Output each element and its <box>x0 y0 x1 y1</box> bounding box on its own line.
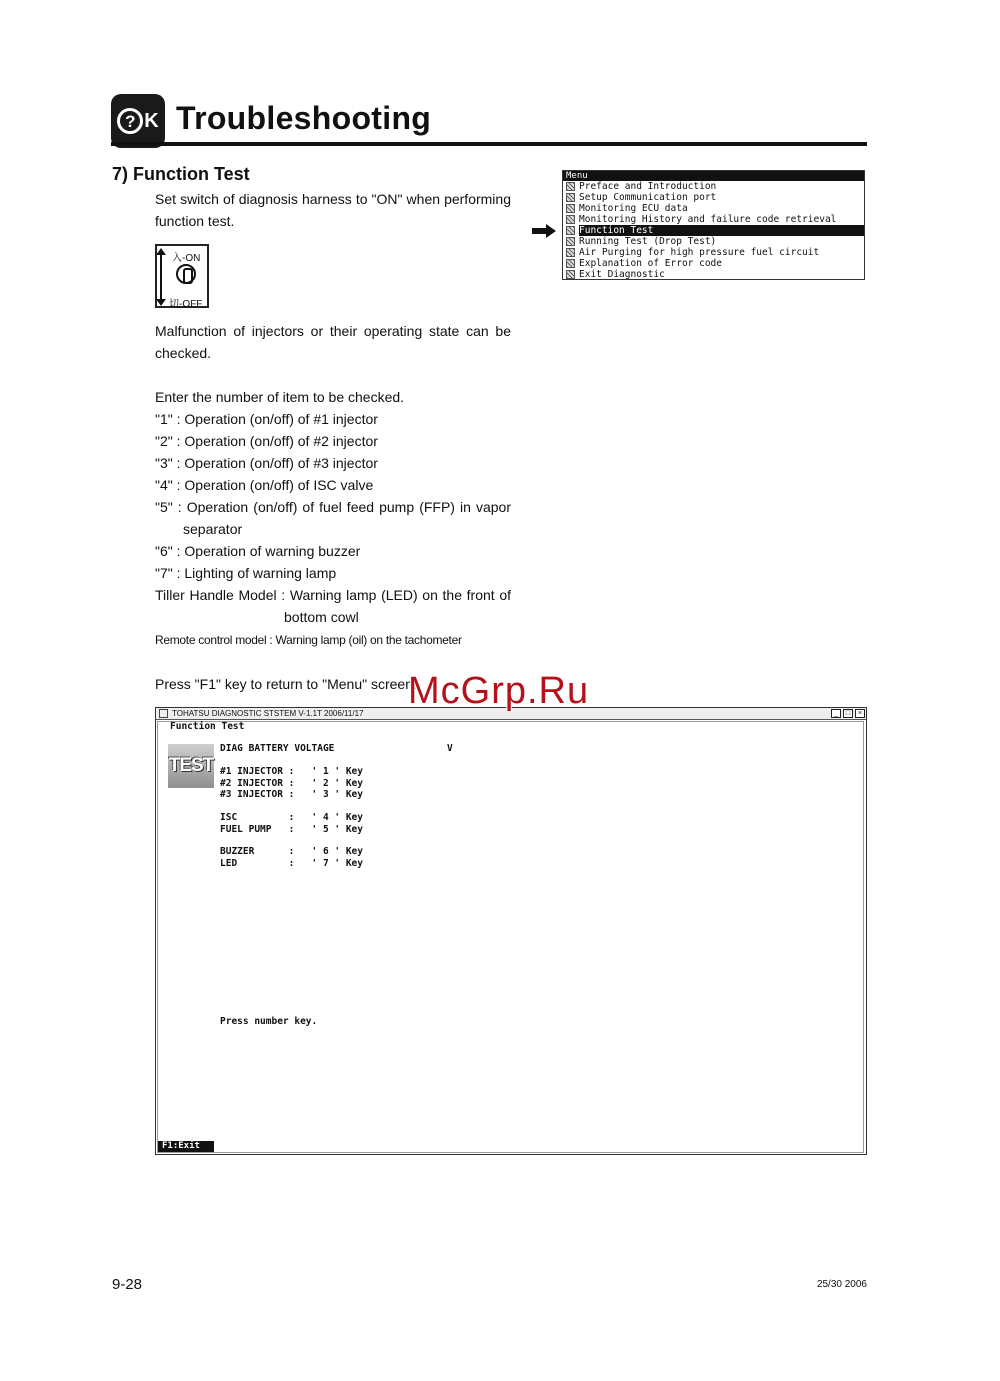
menu-item-label: Monitoring ECU data <box>579 203 688 214</box>
intro-text: Set switch of diagnosis harness to "ON" when performing function test. <box>155 191 511 229</box>
menu-item-icon <box>566 270 575 279</box>
menu-item-selected[interactable] <box>563 225 864 236</box>
menu-item-label: Exit Diagnostic <box>579 269 665 280</box>
minimize-icon[interactable]: _ <box>831 709 841 718</box>
arrow-right-icon <box>532 224 556 238</box>
maximize-icon[interactable]: □ <box>843 709 853 718</box>
window-title: TOHATSU DIAGNOSTIC STSTEM V-1.1T 2006/11/17 <box>172 709 364 718</box>
press-f1-line: Press "F1" key to return to "Menu" screen. <box>155 676 417 692</box>
diagnosis-switch-figure <box>155 244 209 308</box>
menu-item-label: Monitoring History and failure code retrieval <box>579 214 837 225</box>
menu-item-label: Preface and Introduction <box>579 181 717 192</box>
item-line-6: "6" : Operation of warning buzzer <box>155 543 361 559</box>
enter-line: Enter the number of item to be checked. <box>155 389 405 405</box>
battery-unit: V <box>447 743 453 754</box>
key-row: LED : ' 7 ' Key <box>220 857 363 869</box>
close-icon[interactable]: × <box>855 709 865 718</box>
toggle-switch-icon <box>176 264 196 284</box>
menu-item-icon <box>566 215 575 224</box>
menu-header: Menu <box>563 171 864 181</box>
key-row: #2 INJECTOR : ' 2 ' Key <box>220 777 363 789</box>
title-rule <box>111 142 867 146</box>
remote-line: Remote control model : Warning lamp (oil) on the tachometer <box>155 633 462 647</box>
key-row: #1 INJECTOR : ' 1 ' Key <box>220 766 363 777</box>
menu-item-label: Air Purging for high pressure fuel circuit <box>579 247 820 258</box>
malfunction-text: Malfunction of injectors or their operating state can be checked. <box>155 323 511 361</box>
switch-on-label: 入-ON <box>172 253 201 264</box>
menu-item-icon <box>566 204 575 213</box>
item-line-7: "7" : Lighting of warning lamp <box>155 565 337 581</box>
tiller-line-a: Tiller Handle Model : Warning lamp (LED) on the front of <box>155 587 511 603</box>
item-line-5a: "5" : Operation (on/off) of fuel feed pump (FFP) in vapor <box>155 499 511 515</box>
menu-item[interactable] <box>563 203 864 214</box>
menu-item[interactable] <box>563 269 864 280</box>
menu-item-label: Explanation of Error code <box>579 258 722 269</box>
menu-item[interactable] <box>563 236 864 247</box>
battery-label: DIAG BATTERY VOLTAGE <box>220 743 335 754</box>
menu-item[interactable] <box>563 214 864 225</box>
key-row: FUEL PUMP : ' 5 ' Key <box>220 823 363 835</box>
test-icon <box>168 744 214 788</box>
item-line: "2" : Operation (on/off) of #2 injector <box>155 433 378 449</box>
menu-item[interactable] <box>563 247 864 258</box>
menu-item[interactable] <box>563 181 864 192</box>
key-row: #3 INJECTOR : ' 3 ' Key <box>220 789 363 800</box>
k-letter-icon: K <box>144 109 159 132</box>
window-heading: Function Test <box>170 721 245 732</box>
menu-item-icon <box>566 248 575 257</box>
menu-item[interactable] <box>563 192 864 203</box>
double-arrow-icon <box>160 252 162 302</box>
item-line: "1" : Operation (on/off) of #1 injector <box>155 411 378 427</box>
tiller-line-b: bottom cowl <box>284 609 359 625</box>
menu-item-icon <box>566 193 575 202</box>
section-title: 7) Function Test <box>112 164 250 184</box>
menu-item-icon <box>566 226 575 235</box>
switch-off-label: 切-OFF <box>169 299 203 310</box>
app-icon <box>159 709 168 718</box>
key-row: ISC : ' 4 ' Key <box>220 812 363 823</box>
question-icon: ? <box>117 108 143 134</box>
menu-item-icon <box>566 237 575 246</box>
menu-item[interactable] <box>563 258 864 269</box>
item-line: "3" : Operation (on/off) of #3 injector <box>155 455 378 471</box>
model-year: 25/30 2006 <box>816 1279 867 1290</box>
watermark: McGrp.Ru <box>408 670 590 712</box>
menu-item-label: Function Test <box>579 225 864 236</box>
menu-item-label: Setup Communication port <box>579 192 717 203</box>
menu-item-icon <box>566 182 575 191</box>
menu-screen <box>562 170 865 280</box>
menu-item-label: Running Test (Drop Test) <box>579 236 717 247</box>
item-line-5b: separator <box>183 521 243 537</box>
f1-exit-button[interactable]: F1:Exit <box>158 1141 214 1152</box>
prompt-text: Press number key. <box>220 1016 318 1027</box>
key-row: BUZZER : ' 6 ' Key <box>220 846 363 857</box>
menu-item-icon <box>566 259 575 268</box>
item-line: "4" : Operation (on/off) of ISC valve <box>155 477 374 493</box>
troubleshooting-logo <box>111 94 165 148</box>
page-number: 9-28 <box>112 1276 143 1293</box>
test-icon-label: TEST <box>168 755 214 776</box>
page-title: Troubleshooting <box>176 100 432 136</box>
